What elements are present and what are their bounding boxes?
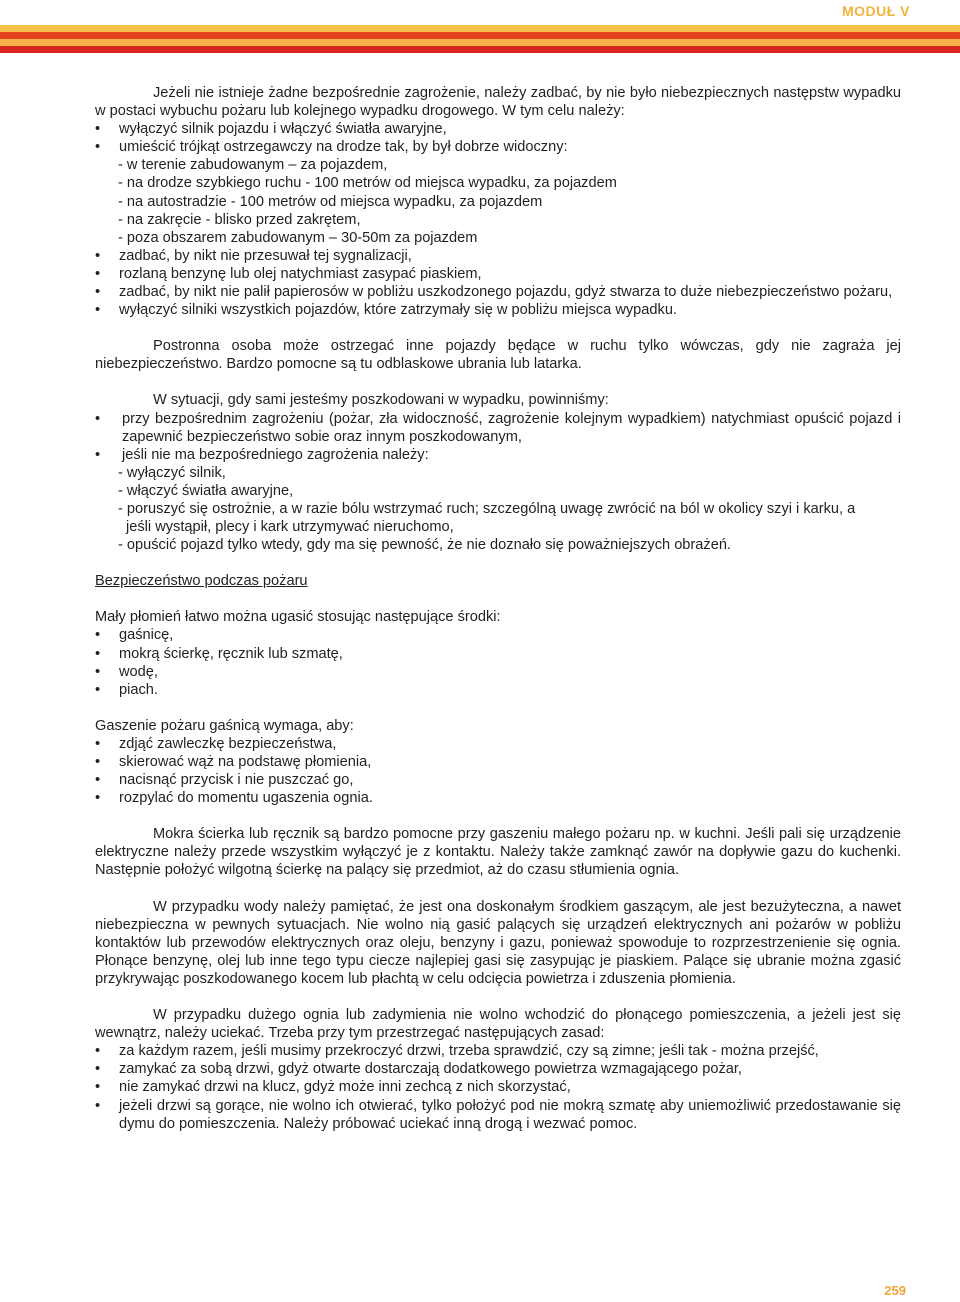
paragraph-small-flame: Mały płomień łatwo można ugasić stosując następujące środki: [95,609,501,626]
paragraph-victim-intro: W sytuacji, gdy sami jesteśmy poszkodowani w wypadku, powinniśmy: [153,392,609,409]
dash-item: - włączyć światła awaryjne, [118,482,294,499]
dash-item: - w terenie zabudowanym – za pojazdem, [118,157,388,174]
header-stripes [0,25,960,53]
paragraph-water: W przypadku wody należy pamiętać, że jest ona doskonałym środkiem gaszącym, ale jest bezużyteczna, a nawet niebezpieczna w pewnych sytuacjach. Nie wolno nią gasić palących się urządzeń elektrycznych ani pożarów w pobliżu kontaktów lub przewodów elektrycznych oraz oleju, benzyny i gazu, ponieważ spowoduje to rozprzestrzenienie się ognia. Płonące benzynę, olej lub inne tego typu ciecze najlepiej gasi się zasypując je piaskiem. Palące się ubranie można zgasić przykrywając poszkodowanego kocem lub płachtą w celu odcięcia powietrza i zduszenia płomienia. [95,898,901,987]
dash-item: - na autostradzie - 100 metrów od miejsca wypadku, za pojazdem [118,193,543,210]
list-item: • mokrą ścierkę, ręcznik lub szmatę, [95,645,901,663]
list-item: • wodę, [95,663,901,681]
dash-item: - na drodze szybkiego ruchu - 100 metrów od miejsca wypadku, za pojazdem [118,175,617,192]
bullet-list-extinguishers [95,626,901,698]
list-item: • wyłączyć silnik pojazdu i włączyć światła awaryjne, [95,120,901,138]
list-item: • gaśnicę, [95,626,901,644]
page-content [95,84,901,1133]
dash-item: - opuścić pojazd tylko wtedy, gdy ma się pewność, że nie doznało się poważniejszych obrażeń. [118,537,731,554]
bullet-list-actions [95,120,901,156]
list-item: • zadbać, by nikt nie przesuwał tej sygnalizacji, [95,247,901,265]
page-number: 259 [884,1283,906,1298]
list-item: • piach. [95,681,901,699]
list-item: • nie zamykać drzwi na klucz, gdyż może inni zechcą z nich skorzystać, [95,1078,901,1096]
list-item: • jeśli nie ma bezpośredniego zagrożenia należy: [95,446,901,464]
list-item: • nacisnąć przycisk i nie puszczać go, [95,771,901,789]
paragraph-wet-cloth: Mokra ścierka lub ręcznik są bardzo pomocne przy gaszeniu małego pożaru np. w kuchni. Jeśli pali się urządzenie elektryczne należy przede wszystkim wyłączyć je z kontaktu. Należy także zamknąć zawór na dopływie gazu do kuchenki. Następnie położyć wilgotną ścierkę na palący się przedmiot, aż do czasu stłumienia ognia. [95,826,901,879]
paragraph-bystander: Postronna osoba może ostrzegać inne pojazdy będące w ruchu tylko wówczas, gdy nie zagraża jej niebezpieczeństwo. Bardzo pomocne są tu odblaskowe ubrania lub latarka. [95,338,901,373]
module-label: MODUŁ V [841,3,910,19]
dash-item: - wyłączyć silnik, [118,464,226,481]
bullet-list-extinguisher-steps [95,735,901,807]
dash-item: - poruszyć się ostrożnie, a w razie bólu wstrzymać ruch; szczególną uwagę zwrócić na ból w okolicy szyi i karku, a [118,500,856,517]
list-item: • rozlaną benzynę lub olej natychmiast zasypać piaskiem, [95,265,901,283]
list-item: • rozpylać do momentu ugaszenia ognia. [95,789,901,807]
paragraph-intro: Jeżeli nie istnieje żadne bezpośrednie zagrożenie, należy zadbać, by nie było niebezpiecznych następstw wypadku w postaci wybuchu pożaru lub kolejnego wypadku drogowego. W tym celu należy: [95,85,901,120]
paragraph-extinguisher-use: Gaszenie pożaru gaśnicą wymaga, aby: [95,717,354,734]
dash-item: - na zakręcie - blisko przed zakrętem, [118,211,361,228]
stripe-dark-red [0,46,960,53]
list-item: • za każdym razem, jeśli musimy przekroczyć drzwi, trzeba sprawdzić, czy są zimne; jeśli tak - można przejść, [95,1042,901,1060]
dash-item: - poza obszarem zabudowanym – 30-50m za pojazdem [118,229,478,246]
stripe-orange [0,39,960,46]
section-heading: Bezpieczeństwo podczas pożaru [95,573,308,590]
list-item: • zamykać za sobą drzwi, gdyż otwarte dostarczają dodatkowego powietrza wzmagającego pożar, [95,1060,901,1078]
paragraph-large-fire: W przypadku dużego ognia lub zadymienia nie wolno wchodzić do płonącego pomieszczenia, a jeżeli jest się wewnątrz, należy uciekać. Trzeba przy tym przestrzegać następujących zasad: [95,1007,901,1042]
list-item: • zdjąć zawleczkę bezpieczeństwa, [95,735,901,753]
stripe-yellow [0,25,960,32]
bullet-list-escape-rules [95,1042,901,1132]
list-item: • zadbać, by nikt nie palił papierosów w pobliżu uszkodzonego pojazdu, gdyż stwarza to duże niebezpieczeństwo pożaru, [95,283,901,301]
bullet-list-actions-2 [95,247,901,319]
list-item: • umieścić trójkąt ostrzegawczy na drodze tak, by był dobrze widoczny: [95,138,901,156]
bullet-list-victim [95,410,901,464]
list-item: • wyłączyć silniki wszystkich pojazdów, które zatrzymały się w pobliżu miejsca wypadku. [95,301,901,319]
stripe-red [0,32,960,39]
dash-item-continuation: jeśli wystąpił, plecy i kark utrzymywać nieruchomo, [126,519,454,536]
list-item: • skierować wąż na podstawę płomienia, [95,753,901,771]
list-item: • przy bezpośrednim zagrożeniu (pożar, zła widoczność, zagrożenie kolejnym wypadkiem) natychmiast opuścić pojazd i zapewnić bezpieczeństwo sobie oraz innym poszkodowanym, [95,410,901,446]
list-item: • jeżeli drzwi są gorące, nie wolno ich otwierać, tylko położyć pod nie mokrą szmatę aby uniemożliwić przedostawanie się dymu do pomieszczenia. Należy próbować uciekać inną drogą i wezwać pomoc. [95,1097,901,1133]
